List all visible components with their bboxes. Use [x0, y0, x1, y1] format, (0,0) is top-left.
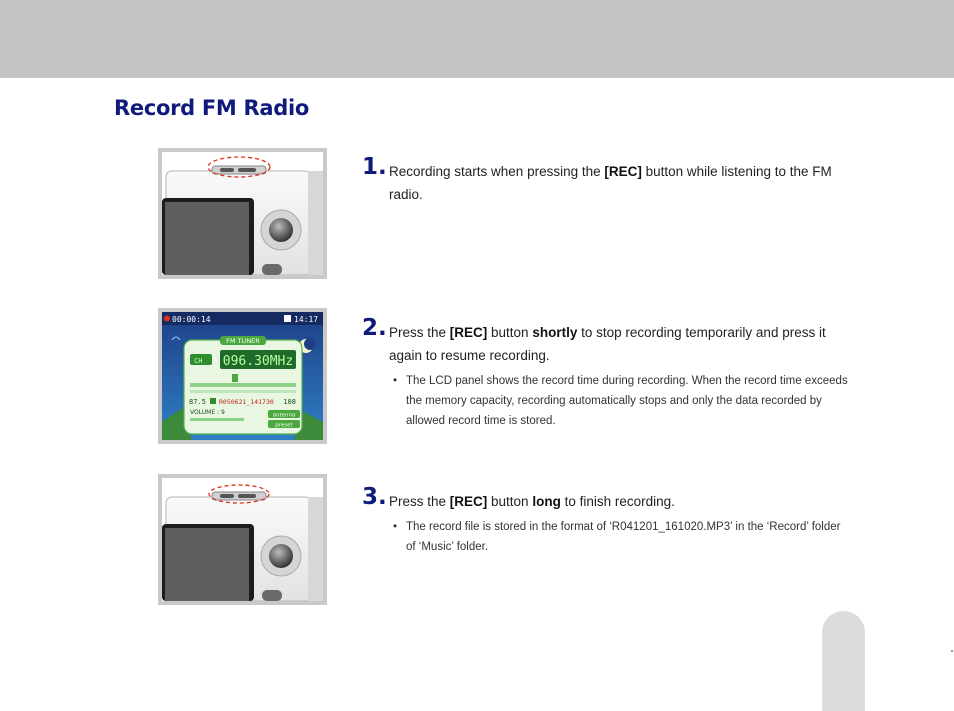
header-band	[0, 0, 954, 78]
step-3	[362, 484, 852, 557]
rec-key-label: [REC]	[449, 494, 488, 509]
lcd-ch-label: CH	[194, 357, 203, 365]
page-mark	[951, 650, 953, 652]
lcd-recording-figure	[158, 308, 327, 444]
lcd-frequency: 096.30MHz	[222, 354, 294, 369]
device-rec-button-figure-3	[158, 474, 327, 605]
lcd-antenna-button: antenna	[272, 412, 296, 419]
lcd-scale-max: 108	[283, 398, 296, 406]
step-instruction: Press the [REC] button shortly to stop recording temporarily and press it again to resume recording.	[389, 325, 826, 363]
step-instruction: Recording starts when pressing the [REC] button while listening to the FM radio.	[389, 164, 832, 202]
lcd-volume: VOLUME : 9	[190, 409, 225, 416]
rec-indicator-icon	[164, 316, 170, 322]
lock-icon	[284, 315, 291, 322]
bullet-icon: •	[393, 375, 398, 387]
lcd-clock: 14:17	[294, 315, 319, 324]
page-title: Record FM Radio	[114, 96, 310, 120]
bullet-icon: •	[393, 521, 398, 533]
lcd-preset-button: preset	[275, 422, 293, 429]
rec-key-label: [REC]	[604, 164, 642, 179]
step-number: 1.	[362, 154, 387, 180]
step-1	[362, 154, 852, 206]
step-number: 3.	[362, 484, 387, 510]
emphasis-text: long	[532, 494, 561, 509]
rec-key-label: [REC]	[449, 325, 488, 340]
step-number: 2.	[362, 315, 387, 341]
device-rec-button-figure-1	[158, 148, 327, 279]
lcd-scale-min: 87.5	[189, 398, 206, 406]
emphasis-text: shortly	[532, 325, 578, 340]
page-number-tab	[822, 611, 865, 711]
lcd-rec-time: 00:00:14	[172, 315, 211, 324]
step-instruction: Press the [REC] button long to finish recording.	[389, 494, 675, 509]
step-note: • The record file is stored in the format of ‘R041201_161020.MP3’ in the ‘Record’ folder of ‘Music’ folder.	[389, 517, 852, 557]
lcd-file-name: R050621_141730	[219, 398, 274, 406]
step-note: • The LCD panel shows the record time during recording. When the record time exceeds the memory capacity, recording automatically stops and only the data recorded by allowed record time is stored.	[389, 371, 852, 431]
step-2	[362, 315, 852, 431]
lcd-mode-title: FM TUNER	[226, 337, 260, 345]
